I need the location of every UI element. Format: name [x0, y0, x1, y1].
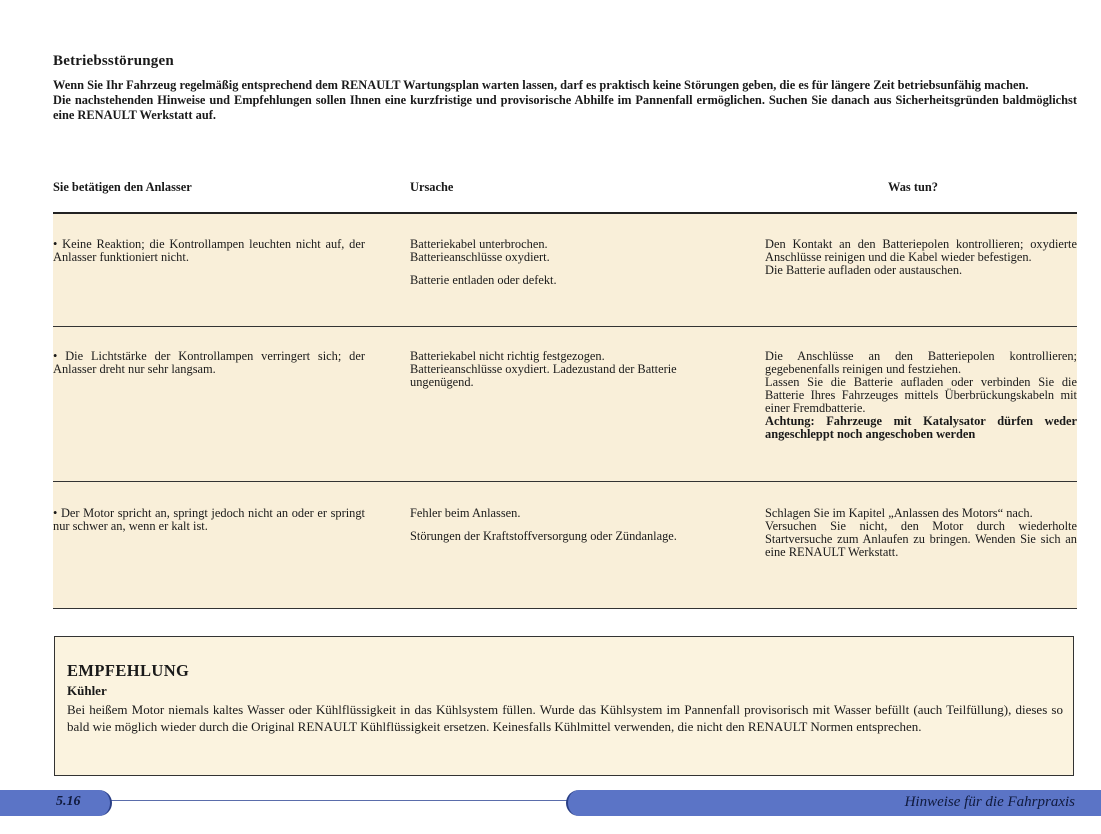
- column-header-cause: Ursache: [410, 180, 454, 194]
- column-header-remedy: Was tun?: [888, 180, 938, 194]
- table-row-2-remedy: Die Anschlüsse an den Batteriepolen kontrollieren; gegebenenfalls reinigen und festziehen. Lassen Sie die Batterie aufladen oder verbinden Sie die Batterie Ihres Fahrzeuges mittels Überbrückungskabeln mit einer Fremdbatterie. Achtung: Fahrzeuge mit Katalysator dürfen weder angeschleppt noch angeschoben werden: [765, 349, 1077, 441]
- page-title: Betriebsstörungen: [53, 53, 174, 69]
- table-row-1-cause: Batteriekabel unterbrochen. Batterieanschlüsse oxydiert. Batterie entladen oder defekt.: [410, 237, 557, 287]
- row-divider: [53, 608, 1077, 609]
- catalyst-warning: Achtung: Fahrzeuge mit Katalysator dürfen weder angeschleppt noch angeschoben werden: [765, 414, 1077, 441]
- page-number-tab: [0, 790, 112, 816]
- table-row-1-symptom: • Keine Reaktion; die Kontrollampen leuchten nicht auf, der Anlasser funktioniert nicht.: [53, 237, 365, 264]
- table-row-3-remedy: Schlagen Sie im Kapitel „Anlassen des Motors“ nach. Versuchen Sie nicht, den Motor durch wiederholte Startversuche zum Anlaufen zu bringen. Wenden Sie sich an eine RENAULT Werkstatt.: [765, 506, 1077, 559]
- intro-text: [53, 78, 1077, 123]
- footer-rule: [110, 800, 568, 801]
- intro-paragraph-2: Die nachstehenden Hinweise und Empfehlungen sollen Ihnen eine kurzfristige und provisorische Abhilfe im Pannenfall ermöglichen. Suchen Sie danach aus Sicherheitsgründen baldmöglichst eine RENAULT Werkstatt auf.: [53, 93, 1077, 122]
- page-number: 5.16: [56, 794, 81, 809]
- recommendation-box: [54, 636, 1074, 776]
- recommendation-text: Bei heißem Motor niemals kaltes Wasser oder Kühlflüssigkeit in das Kühlsystem füllen. Wurde das Kühlsystem im Pannenfall provisorisch mit Wasser befüllt (auch Teilfüllung), dieses so bald wie möglich wieder durch die Original RENAULT Kühlflüssigkeit ersetzen. Keinesfalls Kühlmittel verwenden, die nicht den RENAULT Normen entsprechen.: [67, 702, 1063, 734]
- recommendation-heading: EMPFEHLUNG: [67, 661, 190, 680]
- intro-paragraph-1: Wenn Sie Ihr Fahrzeug regelmäßig entsprechend dem RENAULT Wartungsplan warten lassen, darf es praktisch keine Störungen geben, die es für längere Zeit betriebsunfähig machen.: [53, 78, 1029, 92]
- section-title: Hinweise für die Fahrpraxis: [904, 794, 1075, 810]
- section-tab: [566, 790, 1101, 816]
- table-row-3-symptom: • Der Motor spricht an, springt jedoch nicht an oder er springt nur schwer an, wenn er kalt ist.: [53, 506, 365, 533]
- table-row-2-cause: Batteriekabel nicht richtig festgezogen. Batterieanschlüsse oxydiert. Ladezustand der Batterie ungenügend.: [410, 349, 677, 389]
- column-header-symptom: Sie betätigen den Anlasser: [53, 180, 192, 194]
- table-row-2-symptom: • Die Lichtstärke der Kontrollampen verringert sich; der Anlasser dreht nur sehr langsam.: [53, 349, 365, 376]
- table-row-1-remedy: Den Kontakt an den Batteriepolen kontrollieren; oxydierte Anschlüsse reinigen und die Kabel wieder befestigen. Die Batterie aufladen oder austauschen.: [765, 237, 1077, 277]
- table-row-3-cause: Fehler beim Anlassen. Störungen der Kraftstoffversorgung oder Zündanlage.: [410, 506, 677, 543]
- recommendation-subheading: Kühler: [67, 683, 107, 698]
